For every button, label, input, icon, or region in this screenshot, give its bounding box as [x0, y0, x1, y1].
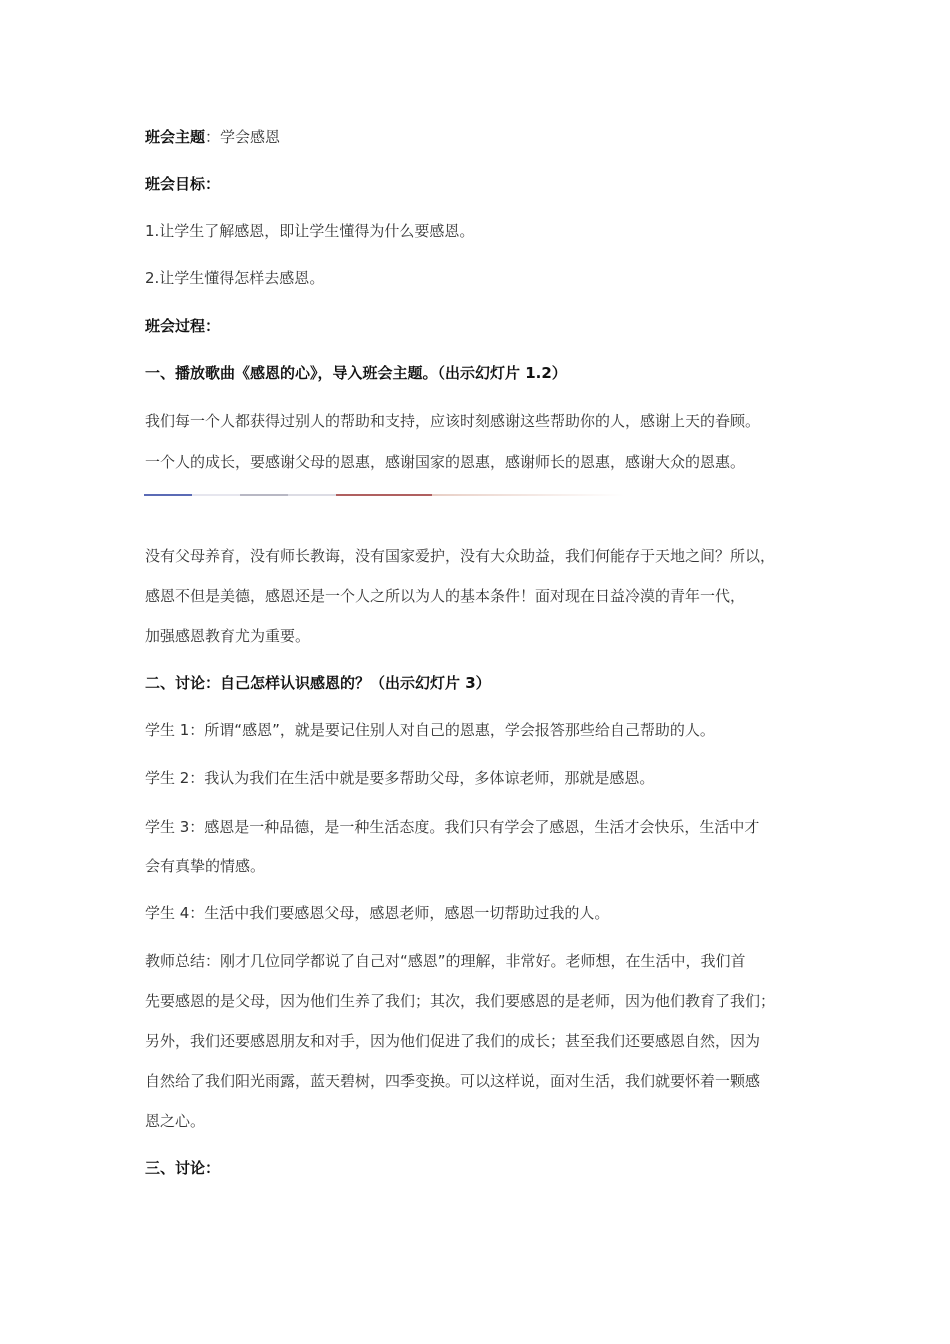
- section-1-p1-line: 一个人的成长，要感谢父母的恩惠，感谢国家的恩惠，感谢师长的恩惠，感谢大众的恩惠。: [145, 453, 746, 471]
- student-2: 学生 2：我认为我们在生活中就是要多帮助父母，多体谅老师，那就是感恩。: [145, 769, 655, 787]
- teacher-summary-line: 另外，我们还要感恩朋友和对手，因为他们促进了我们的成长；甚至我们还要感恩自然，因为: [145, 1032, 761, 1050]
- divider-segment: [144, 494, 192, 496]
- process-heading: 班会过程：: [145, 317, 221, 335]
- section-1-p2-line: 没有父母养育，没有师长教诲，没有国家爱护，没有大众助益，我们何能存于天地之间？所以，: [145, 547, 776, 565]
- divider-segment: [336, 494, 432, 496]
- divider-segment: [192, 494, 240, 496]
- student-3-line: 学生 3：感恩是一种品德，是一种生活态度。我们只有学会了感恩，生活才会快乐，生活中才: [145, 818, 760, 836]
- theme-value: ：学会感恩: [205, 128, 281, 146]
- divider-segment: [288, 494, 336, 496]
- goal-2: 2.让学生懂得怎样去感恩。: [145, 269, 325, 287]
- goal-1: 1.让学生了解感恩，即让学生懂得为什么要感恩。: [145, 222, 475, 240]
- section-1-heading: 一、播放歌曲《感恩的心》，导入班会主题。（出示幻灯片 1.2）: [145, 364, 567, 382]
- divider-segment: [240, 494, 288, 496]
- teacher-summary-line: 恩之心。: [145, 1112, 206, 1130]
- section-2-heading: 二、讨论：自己怎样认识感恩的？（出示幻灯片 3）: [145, 674, 491, 692]
- student-3-line: 会有真挚的情感。: [145, 857, 266, 875]
- teacher-summary-line: 自然给了我们阳光雨露，蓝天碧树，四季变换。可以这样说，面对生活，我们就要怀着一颗感: [145, 1072, 761, 1090]
- teacher-summary-line: 先要感恩的是父母，因为他们生养了我们；其次，我们要感恩的是老师，因为他们教育了我们；: [145, 992, 776, 1010]
- divider-segment: [432, 494, 624, 496]
- student-4: 学生 4：生活中我们要感恩父母，感恩老师，感恩一切帮助过我的人。: [145, 904, 610, 922]
- decorative-divider: [144, 494, 624, 497]
- student-1: 学生 1：所谓“感恩”，就是要记住别人对自己的恩惠，学会报答那些给自己帮助的人。: [145, 721, 715, 739]
- goal-heading: 班会目标：: [145, 175, 221, 193]
- section-1-p1-line: 我们每一个人都获得过别人的帮助和支持，应该时刻感谢这些帮助你的人，感谢上天的眷顾。: [145, 412, 761, 430]
- theme-line: [145, 127, 280, 147]
- teacher-summary-line: 教师总结：刚才几位同学都说了自己对“感恩”的理解，非常好。老师想，在生活中，我们首: [145, 952, 746, 970]
- section-3-heading: 三、讨论：: [145, 1159, 221, 1177]
- section-1-p2-line: 加强感恩教育尤为重要。: [145, 627, 311, 645]
- theme-label: 班会主题: [145, 128, 206, 146]
- section-1-p2-line: 感恩不但是美德，感恩还是一个人之所以为人的基本条件！面对现在日益冷漠的青年一代，: [145, 587, 746, 605]
